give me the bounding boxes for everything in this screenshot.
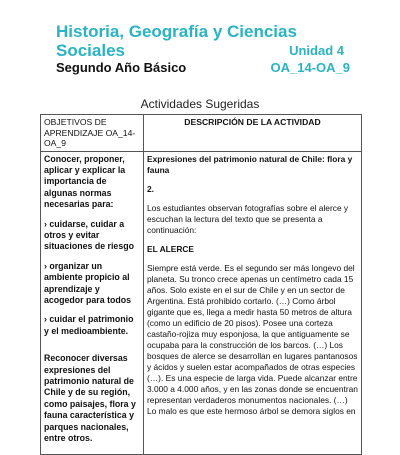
table-row (41, 151, 362, 455)
objective-item: › cuidarse, cuidar a otros y evitar situaciones de riesgo (44, 218, 134, 252)
activity-title: Expresiones del patrimonio natural de Chile: flora y fauna (147, 153, 353, 175)
document-title-line-2: Sociales (56, 41, 125, 60)
section-heading: Actividades Sugeridas (140, 97, 260, 111)
reading-body: Siempre está verde. Es el segundo ser más longevo del planeta. Su tronco crece apenas un centímetro cada 15 años. Solo existe en el sur de Chile y en un sector de Argentina. Está prohibido cortarlo. (…) Como árbol gigante que es, llega a medir hasta 50 metros de altura (como un edificio de 20 pisos). Posee una corteza castaño-rojiza muy esponjosa, la que antiguamente se ocupaba para la construcción de los barcos. (…) Los bosques de alerce se desarrollan en lugares pantanosos y ácidos y suelen estar acompañados de otras especies (…). Es una especie de larga vida. Puede alcanzar entre 3.000 a 4.000 años, y en las zonas donde se encuentran representan verdaderos monumentos nacionales. (…) Lo malo es que este hermoso árbol se demora siglos en (147, 262, 358, 416)
objectives-column-header: OBJETIVOS DE APRENDIZAJE OA_14-OA_9 (41, 115, 144, 152)
activity-column-header: DESCRIPCIÓN DE LA ACTIVIDAD (144, 115, 362, 152)
grade-label: Segundo Año Básico (56, 60, 187, 75)
objectives-cell (41, 151, 144, 455)
activities-table (40, 114, 362, 455)
unit-label: Unidad 4 (289, 43, 344, 58)
document-title-line-1: Historia, Geografía y Ciencias (56, 22, 297, 41)
reading-title: EL ALERCE (147, 243, 194, 254)
activity-cell (144, 151, 362, 455)
objective-item: › cuidar el patrimonio y el medioambiente. (44, 314, 134, 336)
objective-item: › organizar un ambiente propicio al aprendizaje y acogedor para todos (44, 260, 132, 305)
objective-item: Conocer, proponer, aplicar y explicar la importancia de algunas normas necesarias para: (44, 153, 126, 210)
activity-intro: Los estudiantes observan fotografías sobre el alerce y escuchan la lectura del texto que se presenta a continuación: (147, 202, 349, 235)
table-header-row (41, 115, 362, 152)
oa-code-label: OA_14-OA_9 (270, 60, 350, 75)
activity-number: 2. (147, 183, 154, 194)
objective-item: Reconocer diversas expresiones del patrimonio natural de Chile y de su región, como paisajes, flora y fauna característica y parques nacionales, entre otros. (44, 353, 136, 444)
